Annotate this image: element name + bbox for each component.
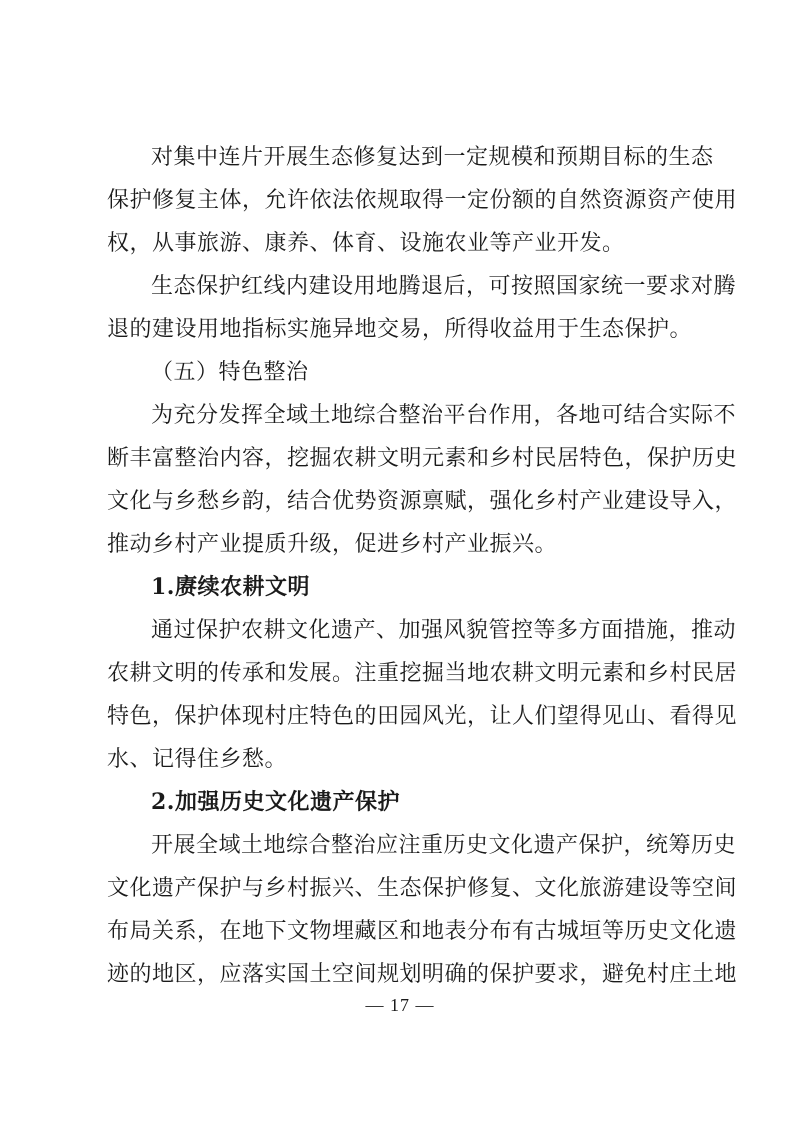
- paragraph-line: 水、记得住乡愁。: [107, 747, 288, 772]
- paragraph-line: 开展全域土地综合整治应注重历史文化遗产保护，统筹历史: [151, 833, 737, 858]
- page-number: — 17 —: [365, 995, 435, 1015]
- paragraph-line: 权，从事旅游、康养、体育、设施农业等产业开发。: [107, 231, 625, 256]
- paragraph-line: 断丰富整治内容，挖掘农耕文明元素和乡村民居特色，保护历史: [107, 446, 738, 471]
- paragraph-line: 通过保护农耕文化遗产、加强风貌管控等多方面措施，推动: [151, 618, 737, 643]
- paragraph-line: 文化遗产保护与乡村振兴、生态保护修复、文化旅游建设等空间: [107, 876, 738, 901]
- section-heading: （五）特色整治: [151, 360, 309, 385]
- paragraph-line: 为充分发挥全域土地综合整治平台作用，各地可结合实际不: [151, 403, 737, 428]
- body-text: [107, 136, 738, 996]
- paragraph-line: 迹的地区，应落实国土空间规划明确的保护要求，避免村庄土地: [107, 962, 738, 987]
- subsection-heading: 2.加强历史文化遗产保护: [151, 789, 400, 815]
- subsection-heading: 1.赓续农耕文明: [151, 574, 310, 600]
- paragraph-line: 生态保护红线内建设用地腾退后，可按照国家统一要求对腾: [151, 274, 737, 299]
- paragraph-line: 布局关系，在地下文物埋藏区和地表分布有古城垣等历史文化遗: [107, 919, 738, 944]
- paragraph-line: 推动乡村产业提质升级，促进乡村产业振兴。: [107, 532, 558, 557]
- paragraph-line: 对集中连片开展生态修复达到一定规模和预期目标的生态: [151, 145, 714, 170]
- paragraph-line: 退的建设用地指标实施异地交易，所得收益用于生态保护。: [107, 317, 693, 342]
- paragraph-line: 特色，保护体现村庄特色的田园风光，让人们望得见山、看得见: [107, 704, 738, 729]
- paragraph-line: 文化与乡愁乡韵，结合优势资源禀赋，强化乡村产业建设导入，: [107, 489, 738, 514]
- paragraph-line: 农耕文明的传承和发展。注重挖掘当地农耕文明元素和乡村民居: [107, 661, 738, 686]
- paragraph-line: 保护修复主体，允许依法依规取得一定份额的自然资源资产使用: [107, 188, 738, 213]
